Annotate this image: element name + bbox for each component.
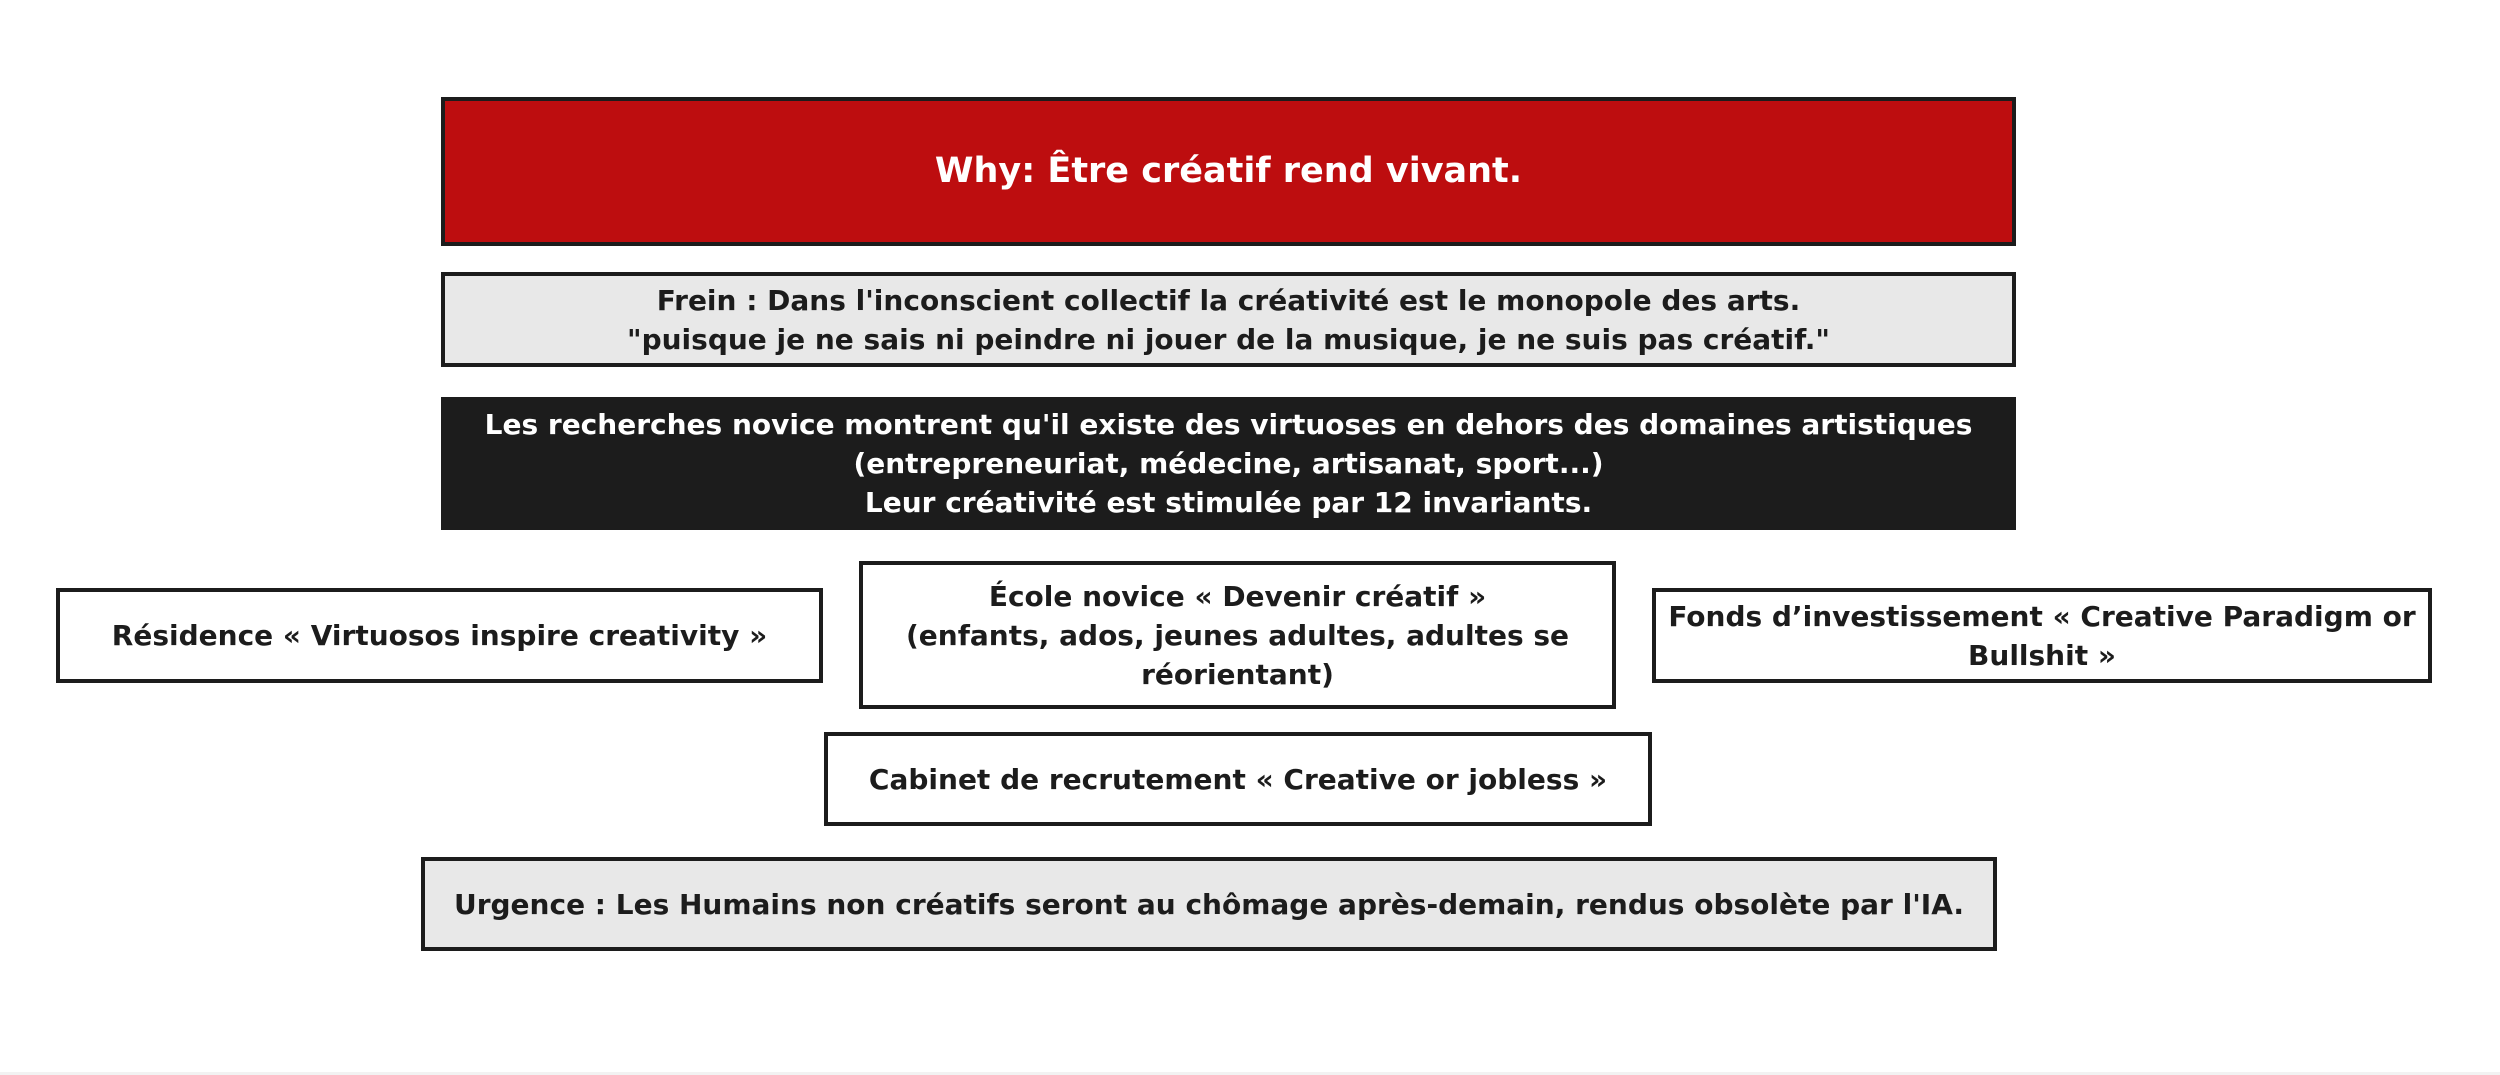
urgence-text: Urgence : Les Humains non créatifs seront au chômage après-demain, rendus obsolète par l'IA. bbox=[453, 887, 1965, 921]
urgence-box bbox=[421, 857, 1997, 951]
recherches-line-3: Leur créativité est stimulée par 12 invariants. bbox=[864, 486, 1593, 519]
recherches-line-1: Les recherches novice montrent qu'il existe des virtuoses en dehors des domaines artistiques bbox=[484, 408, 1973, 441]
fonds-box bbox=[1652, 588, 2432, 683]
cabinet-box bbox=[824, 732, 1652, 826]
cabinet-text: Cabinet de recrutement « Creative or jobless » bbox=[868, 762, 1608, 796]
why-text: Why: Être créatif rend vivant. bbox=[934, 151, 1523, 191]
frein-line-1: Frein : Dans l'inconscient collectif la créativité est le monopole des arts. bbox=[656, 283, 1801, 317]
fonds-line-1: Fonds d’investissement « Creative Paradigm or bbox=[1668, 599, 2416, 633]
recherches-line-2: (entrepreneuriat, médecine, artisanat, sport...) bbox=[853, 447, 1604, 480]
fonds-line-2: Bullshit » bbox=[1968, 638, 2116, 672]
ecole-line-3: réorientant) bbox=[1141, 657, 1334, 691]
ecole-line-2: (enfants, ados, jeunes adultes, adultes se bbox=[905, 618, 1570, 652]
ecole-line-1: École novice « Devenir créatif » bbox=[988, 579, 1487, 613]
why-box bbox=[441, 97, 2016, 246]
recherches-box bbox=[441, 397, 2016, 530]
residence-box bbox=[56, 588, 823, 683]
residence-text: Résidence « Virtuosos inspire creativity » bbox=[111, 619, 768, 652]
ecole-box bbox=[859, 561, 1616, 709]
frein-line-2: "puisque je ne sais ni peindre ni jouer de la musique, je ne suis pas créatif." bbox=[626, 322, 1830, 356]
frein-box bbox=[441, 272, 2016, 367]
